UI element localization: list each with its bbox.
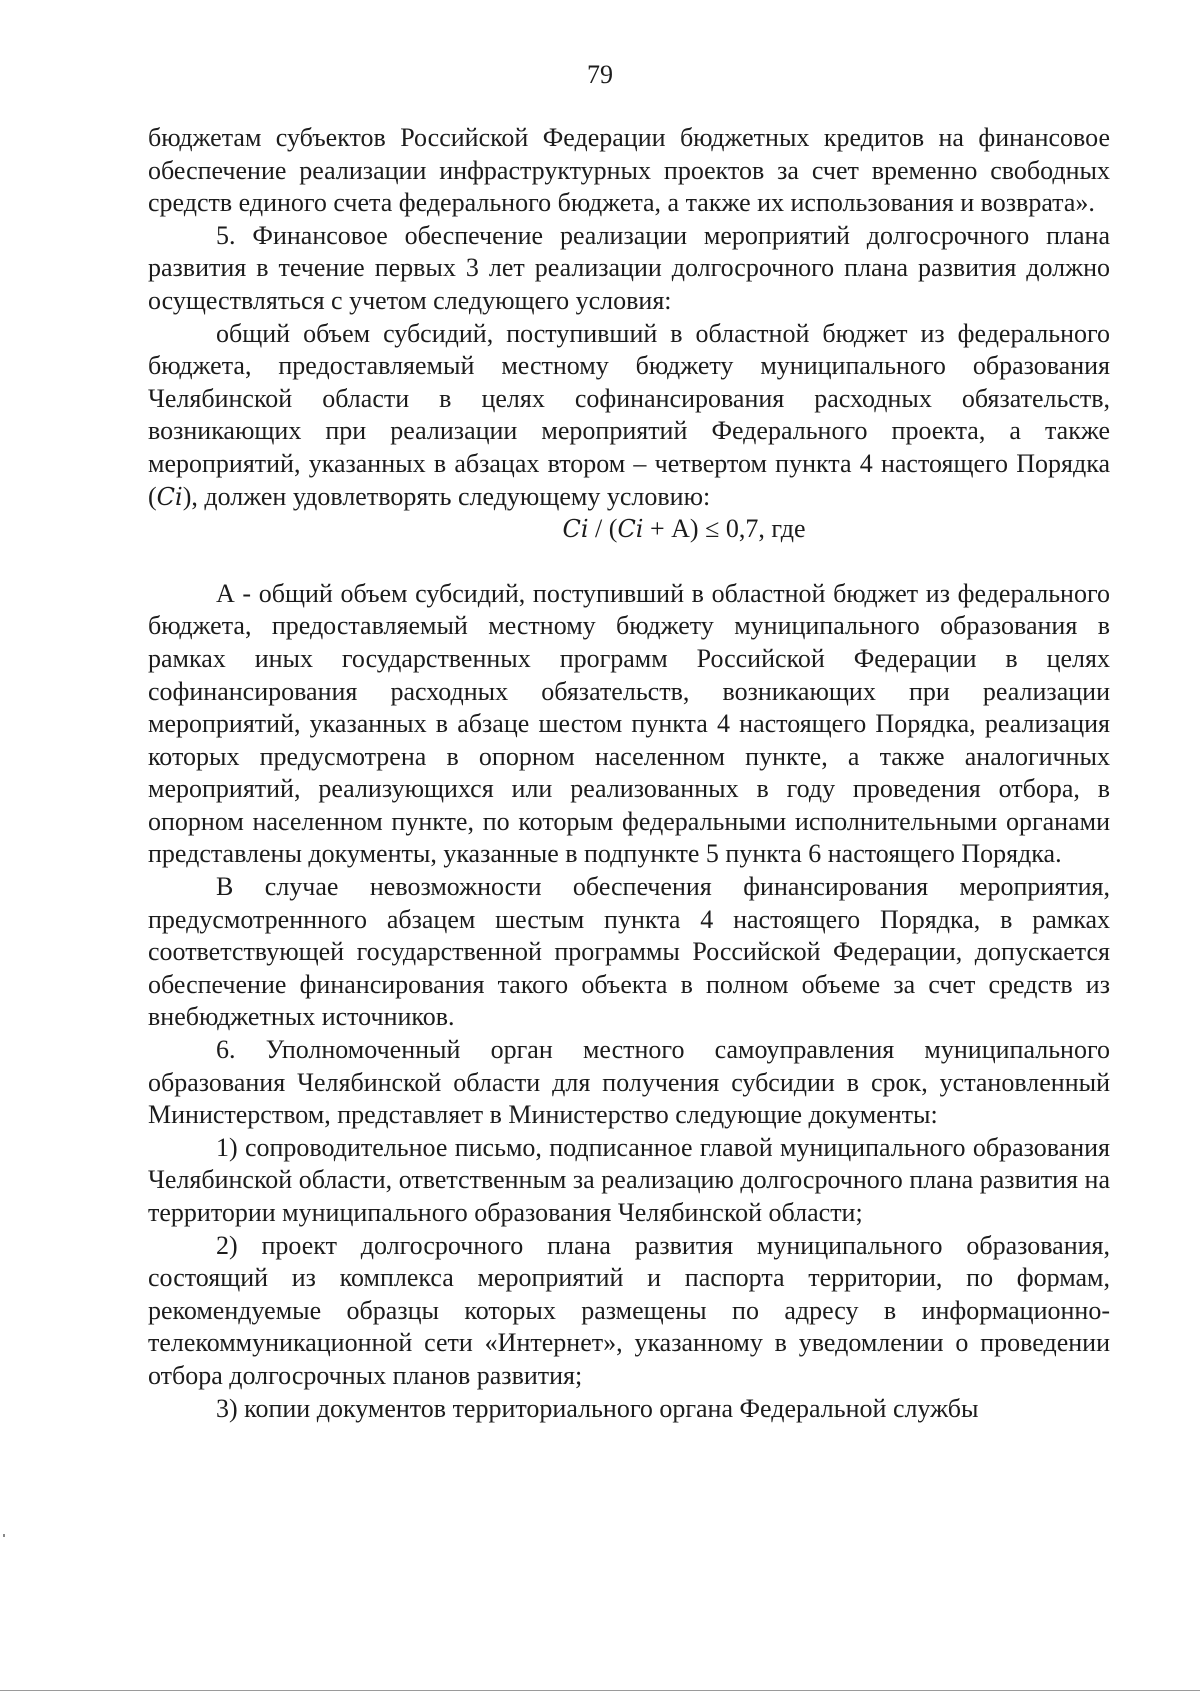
document-text: [148, 122, 1110, 1425]
list-item-1: 1) сопроводительное письмо, подписанное главой муниципального образования Челябинской области, ответственным за реализацию долгосрочного плана развития на территории муниципального образования Челябинской области;: [148, 1132, 1110, 1227]
paragraph-item-6: 6. Уполномоченный орган местного самоуправления муниципального образования Челябинской области для получения субсидии в срок, установленный Министерством, представляет в Министерство следующие документы:: [148, 1035, 1110, 1130]
list-item-2: 2) проект долгосрочного плана развития муниципального образования, состоящий из комплекса мероприятий и паспорта территории, по формам, рекомендуемые образцы которых размещены по адресу в информационно-телекоммуникационной сети «Интернет», указанному в уведомлении о проведении отбора долгосрочных планов развития;: [148, 1230, 1110, 1390]
formula-operator-2: + А) ≤ 0,7, где: [643, 514, 806, 544]
scan-speck: [3, 1534, 5, 1537]
formula-var-ci-2: Ci: [617, 515, 644, 544]
list-item-3: 3) копии документов территориального органа Федеральной службы: [216, 1393, 979, 1423]
paragraph-definition-a: А - общий объем субсидий, поступивший в областной бюджет из федерального бюджета, предоставляемый местному бюджету муниципального образования в рамках иных государственных программ Российской Федерации в целях софинансирования расходных обязательств, возникающих при реализации мероприятий, указанных в абзаце шестом пункта 4 настоящего Порядка, реализация которых предусмотрена в опорном населенном пункте, а также аналогичных мероприятий, реализующихся или реализованных в году проведения отбора, в опорном населенном пункте, по которым федеральными исполнительными органами представлены документы, указанные в подпункте 5 пункта 6 настоящего Порядка.: [148, 578, 1110, 869]
variable-ci: Ci: [156, 482, 183, 511]
formula-operator-1: / (: [588, 514, 618, 544]
formula-var-ci-1: Ci: [562, 515, 589, 544]
page-number: 79: [587, 60, 613, 89]
formula: [148, 513, 1110, 546]
subsidy-condition-text-start: общий объем субсидий, поступивший в областной бюджет из федерального бюджета, предоставляемый местному бюджету муниципального образования Челябинской области в целях софинансирования расходных обязательств, возникающих при реализации мероприятий Федерального проекта, а также мероприятий, указанных в абзацах втором – четвертом пункта 4 настоящего Порядка (: [148, 318, 1110, 511]
paragraph-item-5: 5. Финансовое обеспечение реализации мероприятий долгосрочного плана развития в течение первых 3 лет реализации долгосрочного плана развития должно осуществляться с учетом следующего условия:: [148, 220, 1110, 315]
paragraph-subsidy-condition: [148, 318, 1110, 514]
formula-block: [148, 513, 1110, 546]
paragraph-financing-exception: В случае невозможности обеспечения финансирования мероприятия, предусмотреннного абзацем шестым пункта 4 настоящего Порядка, в рамках соответствующей государственной программы Российской Федерации, допускается обеспечение финансирования такого объекта в полном объеме за счет средств из внебюджетных источников.: [148, 872, 1110, 1032]
page-bottom-edge: [0, 1690, 1200, 1691]
subsidy-condition-text-end: ), должен удовлетворять следующему условию:: [182, 481, 711, 511]
paragraph-continuation: бюджетам субъектов Российской Федерации бюджетных кредитов на финансовое обеспечение реализации инфраструктурных проектов за счет временно свободных средств единого счета федерального бюджета, а также их использования и возврата».: [148, 123, 1110, 218]
